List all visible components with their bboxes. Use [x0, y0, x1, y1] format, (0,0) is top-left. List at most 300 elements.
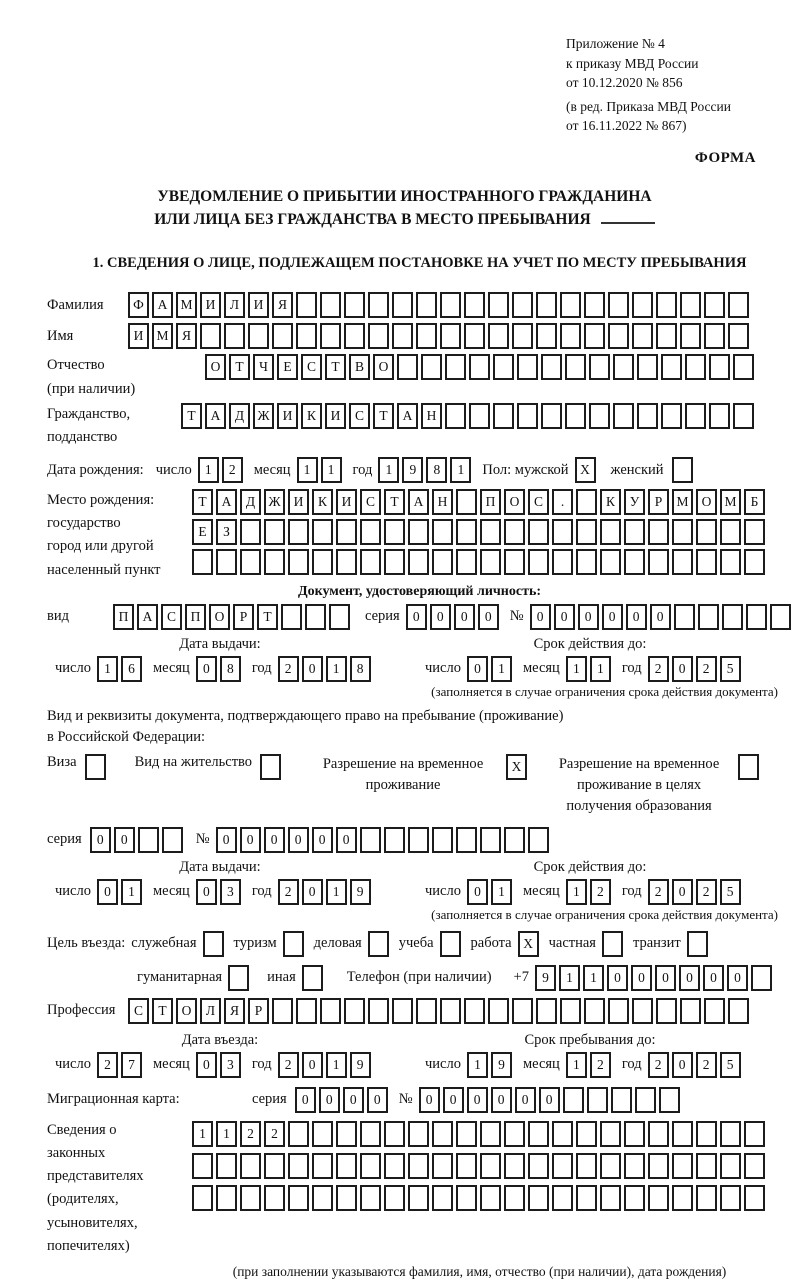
- char-cell[interactable]: П: [113, 604, 134, 630]
- char-cell[interactable]: [360, 827, 381, 853]
- char-cell[interactable]: Я: [224, 998, 245, 1024]
- char-cell[interactable]: [320, 323, 341, 349]
- char-cell[interactable]: [320, 998, 341, 1024]
- inaya-checkbox[interactable]: [302, 965, 323, 991]
- char-cell[interactable]: [432, 1185, 453, 1211]
- char-cell[interactable]: [632, 323, 653, 349]
- char-cell[interactable]: 0: [655, 965, 676, 991]
- char-cell[interactable]: 2: [696, 879, 717, 905]
- char-cell[interactable]: [637, 403, 658, 429]
- char-cell[interactable]: 0: [530, 604, 551, 630]
- char-cell[interactable]: [648, 1121, 669, 1147]
- char-cell[interactable]: Р: [648, 489, 669, 515]
- char-cell[interactable]: [613, 403, 634, 429]
- char-cell[interactable]: [432, 1121, 453, 1147]
- char-cell[interactable]: 0: [302, 1052, 323, 1078]
- char-cell[interactable]: [456, 827, 477, 853]
- char-cell[interactable]: [517, 354, 538, 380]
- char-cell[interactable]: 1: [450, 457, 471, 483]
- char-cell[interactable]: [584, 998, 605, 1024]
- char-cell[interactable]: [656, 323, 677, 349]
- char-cell[interactable]: 2: [648, 1052, 669, 1078]
- char-cell[interactable]: [613, 354, 634, 380]
- char-cell[interactable]: [336, 519, 357, 545]
- char-cell[interactable]: 0: [302, 879, 323, 905]
- char-cell[interactable]: О: [205, 354, 226, 380]
- char-cell[interactable]: [512, 323, 533, 349]
- char-cell[interactable]: 8: [426, 457, 447, 483]
- char-cell[interactable]: 1: [566, 1052, 587, 1078]
- visa-checkbox[interactable]: [85, 754, 106, 780]
- char-cell[interactable]: [296, 998, 317, 1024]
- char-cell[interactable]: [528, 549, 549, 575]
- char-cell[interactable]: [680, 292, 701, 318]
- char-cell[interactable]: 9: [402, 457, 423, 483]
- char-cell[interactable]: [624, 1153, 645, 1179]
- char-cell[interactable]: [469, 354, 490, 380]
- char-cell[interactable]: [336, 549, 357, 575]
- char-cell[interactable]: И: [336, 489, 357, 515]
- char-cell[interactable]: [296, 323, 317, 349]
- char-cell[interactable]: [272, 998, 293, 1024]
- char-cell[interactable]: Е: [277, 354, 298, 380]
- char-cell[interactable]: [576, 1153, 597, 1179]
- char-cell[interactable]: Т: [325, 354, 346, 380]
- char-cell[interactable]: [384, 519, 405, 545]
- char-cell[interactable]: 0: [672, 879, 693, 905]
- char-cell[interactable]: Н: [432, 489, 453, 515]
- char-cell[interactable]: Т: [257, 604, 278, 630]
- char-cell[interactable]: [488, 998, 509, 1024]
- male-checkbox[interactable]: X: [575, 457, 596, 483]
- char-cell[interactable]: [493, 354, 514, 380]
- char-cell[interactable]: В: [349, 354, 370, 380]
- char-cell[interactable]: Д: [240, 489, 261, 515]
- char-cell[interactable]: Р: [233, 604, 254, 630]
- char-cell[interactable]: 1: [566, 656, 587, 682]
- char-cell[interactable]: [528, 519, 549, 545]
- char-cell[interactable]: [469, 403, 490, 429]
- char-cell[interactable]: [584, 323, 605, 349]
- char-cell[interactable]: [733, 354, 754, 380]
- char-cell[interactable]: 2: [590, 1052, 611, 1078]
- char-cell[interactable]: [248, 323, 269, 349]
- char-cell[interactable]: О: [696, 489, 717, 515]
- char-cell[interactable]: [368, 998, 389, 1024]
- char-cell[interactable]: [432, 549, 453, 575]
- char-cell[interactable]: [552, 1185, 573, 1211]
- char-cell[interactable]: [696, 1153, 717, 1179]
- char-cell[interactable]: [512, 292, 533, 318]
- char-cell[interactable]: 0: [288, 827, 309, 853]
- char-cell[interactable]: [138, 827, 159, 853]
- char-cell[interactable]: 0: [302, 656, 323, 682]
- char-cell[interactable]: [720, 1121, 741, 1147]
- char-cell[interactable]: [685, 403, 706, 429]
- char-cell[interactable]: [608, 323, 629, 349]
- char-cell[interactable]: [709, 354, 730, 380]
- char-cell[interactable]: [312, 519, 333, 545]
- char-cell[interactable]: Ф: [128, 292, 149, 318]
- char-cell[interactable]: С: [128, 998, 149, 1024]
- char-cell[interactable]: [240, 1185, 261, 1211]
- char-cell[interactable]: 8: [220, 656, 241, 682]
- char-cell[interactable]: 1: [559, 965, 580, 991]
- char-cell[interactable]: [589, 403, 610, 429]
- char-cell[interactable]: Б: [744, 489, 765, 515]
- char-cell[interactable]: 0: [443, 1087, 464, 1113]
- char-cell[interactable]: [392, 323, 413, 349]
- char-cell[interactable]: [392, 292, 413, 318]
- char-cell[interactable]: [632, 998, 653, 1024]
- char-cell[interactable]: 2: [648, 656, 669, 682]
- char-cell[interactable]: И: [277, 403, 298, 429]
- char-cell[interactable]: [584, 292, 605, 318]
- char-cell[interactable]: [344, 998, 365, 1024]
- char-cell[interactable]: Ж: [264, 489, 285, 515]
- tranzit-checkbox[interactable]: [687, 931, 708, 957]
- char-cell[interactable]: [512, 998, 533, 1024]
- char-cell[interactable]: [192, 1185, 213, 1211]
- char-cell[interactable]: [456, 489, 477, 515]
- char-cell[interactable]: Р: [248, 998, 269, 1024]
- char-cell[interactable]: [744, 1121, 765, 1147]
- char-cell[interactable]: [392, 998, 413, 1024]
- char-cell[interactable]: А: [408, 489, 429, 515]
- char-cell[interactable]: 2: [97, 1052, 118, 1078]
- char-cell[interactable]: 0: [90, 827, 111, 853]
- char-cell[interactable]: [728, 998, 749, 1024]
- char-cell[interactable]: [421, 354, 442, 380]
- char-cell[interactable]: 0: [295, 1087, 316, 1113]
- ucheba-checkbox[interactable]: [440, 931, 461, 957]
- char-cell[interactable]: М: [152, 323, 173, 349]
- char-cell[interactable]: Л: [200, 998, 221, 1024]
- char-cell[interactable]: [576, 549, 597, 575]
- char-cell[interactable]: [504, 1185, 525, 1211]
- char-cell[interactable]: [360, 1121, 381, 1147]
- char-cell[interactable]: Ч: [253, 354, 274, 380]
- char-cell[interactable]: [576, 1121, 597, 1147]
- char-cell[interactable]: [493, 403, 514, 429]
- char-cell[interactable]: 0: [467, 1087, 488, 1113]
- char-cell[interactable]: И: [288, 489, 309, 515]
- char-cell[interactable]: [360, 1185, 381, 1211]
- char-cell[interactable]: [360, 519, 381, 545]
- char-cell[interactable]: 0: [196, 1052, 217, 1078]
- char-cell[interactable]: [296, 292, 317, 318]
- char-cell[interactable]: [408, 1185, 429, 1211]
- char-cell[interactable]: 1: [326, 1052, 347, 1078]
- char-cell[interactable]: 5: [720, 879, 741, 905]
- char-cell[interactable]: К: [600, 489, 621, 515]
- char-cell[interactable]: [240, 549, 261, 575]
- char-cell[interactable]: [480, 1121, 501, 1147]
- char-cell[interactable]: [384, 1153, 405, 1179]
- char-cell[interactable]: [696, 549, 717, 575]
- char-cell[interactable]: [288, 1121, 309, 1147]
- char-cell[interactable]: [600, 519, 621, 545]
- char-cell[interactable]: 0: [478, 604, 499, 630]
- char-cell[interactable]: С: [301, 354, 322, 380]
- char-cell[interactable]: [162, 827, 183, 853]
- char-cell[interactable]: [312, 1185, 333, 1211]
- female-checkbox[interactable]: [672, 457, 693, 483]
- char-cell[interactable]: 0: [626, 604, 647, 630]
- char-cell[interactable]: Т: [384, 489, 405, 515]
- char-cell[interactable]: [432, 519, 453, 545]
- char-cell[interactable]: [552, 519, 573, 545]
- char-cell[interactable]: [672, 1121, 693, 1147]
- char-cell[interactable]: 9: [491, 1052, 512, 1078]
- char-cell[interactable]: 1: [97, 656, 118, 682]
- char-cell[interactable]: 0: [319, 1087, 340, 1113]
- char-cell[interactable]: [336, 1153, 357, 1179]
- char-cell[interactable]: [674, 604, 695, 630]
- char-cell[interactable]: 2: [696, 656, 717, 682]
- char-cell[interactable]: [624, 1185, 645, 1211]
- char-cell[interactable]: 0: [240, 827, 261, 853]
- char-cell[interactable]: 1: [198, 457, 219, 483]
- char-cell[interactable]: А: [137, 604, 158, 630]
- char-cell[interactable]: 2: [264, 1121, 285, 1147]
- char-cell[interactable]: З: [216, 519, 237, 545]
- char-cell[interactable]: 0: [631, 965, 652, 991]
- char-cell[interactable]: [336, 1121, 357, 1147]
- char-cell[interactable]: 0: [554, 604, 575, 630]
- char-cell[interactable]: [272, 323, 293, 349]
- char-cell[interactable]: 9: [535, 965, 556, 991]
- char-cell[interactable]: [445, 403, 466, 429]
- char-cell[interactable]: 1: [590, 656, 611, 682]
- char-cell[interactable]: [432, 827, 453, 853]
- char-cell[interactable]: 0: [672, 656, 693, 682]
- char-cell[interactable]: [240, 519, 261, 545]
- char-cell[interactable]: [384, 549, 405, 575]
- char-cell[interactable]: М: [720, 489, 741, 515]
- char-cell[interactable]: [696, 519, 717, 545]
- char-cell[interactable]: Т: [181, 403, 202, 429]
- char-cell[interactable]: [200, 323, 221, 349]
- char-cell[interactable]: [360, 549, 381, 575]
- char-cell[interactable]: [456, 1185, 477, 1211]
- char-cell[interactable]: [360, 1153, 381, 1179]
- char-cell[interactable]: У: [624, 489, 645, 515]
- char-cell[interactable]: 0: [367, 1087, 388, 1113]
- char-cell[interactable]: [770, 604, 791, 630]
- char-cell[interactable]: [624, 549, 645, 575]
- char-cell[interactable]: [464, 323, 485, 349]
- char-cell[interactable]: [408, 1121, 429, 1147]
- char-cell[interactable]: [541, 354, 562, 380]
- char-cell[interactable]: [672, 1153, 693, 1179]
- char-cell[interactable]: [624, 519, 645, 545]
- char-cell[interactable]: [744, 1185, 765, 1211]
- char-cell[interactable]: А: [152, 292, 173, 318]
- char-cell[interactable]: 1: [583, 965, 604, 991]
- char-cell[interactable]: К: [312, 489, 333, 515]
- char-cell[interactable]: [344, 292, 365, 318]
- char-cell[interactable]: [698, 604, 719, 630]
- char-cell[interactable]: [464, 998, 485, 1024]
- char-cell[interactable]: [728, 292, 749, 318]
- char-cell[interactable]: [720, 1185, 741, 1211]
- sluzhebnaya-checkbox[interactable]: [203, 931, 224, 957]
- char-cell[interactable]: [632, 292, 653, 318]
- char-cell[interactable]: 0: [196, 879, 217, 905]
- char-cell[interactable]: [637, 354, 658, 380]
- char-cell[interactable]: [720, 549, 741, 575]
- char-cell[interactable]: 0: [607, 965, 628, 991]
- char-cell[interactable]: [587, 1087, 608, 1113]
- chastnaya-checkbox[interactable]: [602, 931, 623, 957]
- char-cell[interactable]: 6: [121, 656, 142, 682]
- char-cell[interactable]: И: [128, 323, 149, 349]
- char-cell[interactable]: 1: [321, 457, 342, 483]
- char-cell[interactable]: 0: [539, 1087, 560, 1113]
- char-cell[interactable]: 3: [220, 1052, 241, 1078]
- char-cell[interactable]: [536, 323, 557, 349]
- char-cell[interactable]: 5: [720, 656, 741, 682]
- char-cell[interactable]: [733, 403, 754, 429]
- char-cell[interactable]: Д: [229, 403, 250, 429]
- char-cell[interactable]: .: [552, 489, 573, 515]
- char-cell[interactable]: [744, 519, 765, 545]
- char-cell[interactable]: [648, 519, 669, 545]
- char-cell[interactable]: [751, 965, 772, 991]
- char-cell[interactable]: 9: [350, 1052, 371, 1078]
- char-cell[interactable]: А: [205, 403, 226, 429]
- char-cell[interactable]: 0: [216, 827, 237, 853]
- char-cell[interactable]: Т: [229, 354, 250, 380]
- char-cell[interactable]: [648, 1153, 669, 1179]
- char-cell[interactable]: [528, 1121, 549, 1147]
- char-cell[interactable]: Е: [192, 519, 213, 545]
- char-cell[interactable]: [746, 604, 767, 630]
- char-cell[interactable]: П: [185, 604, 206, 630]
- char-cell[interactable]: 1: [297, 457, 318, 483]
- char-cell[interactable]: [336, 1185, 357, 1211]
- char-cell[interactable]: [704, 323, 725, 349]
- char-cell[interactable]: 0: [430, 604, 451, 630]
- char-cell[interactable]: 0: [727, 965, 748, 991]
- char-cell[interactable]: [456, 519, 477, 545]
- char-cell[interactable]: [456, 549, 477, 575]
- char-cell[interactable]: [480, 827, 501, 853]
- char-cell[interactable]: 0: [515, 1087, 536, 1113]
- char-cell[interactable]: 2: [278, 656, 299, 682]
- char-cell[interactable]: Ж: [253, 403, 274, 429]
- char-cell[interactable]: 0: [97, 879, 118, 905]
- char-cell[interactable]: [661, 403, 682, 429]
- char-cell[interactable]: [192, 549, 213, 575]
- char-cell[interactable]: [661, 354, 682, 380]
- char-cell[interactable]: 0: [312, 827, 333, 853]
- char-cell[interactable]: [696, 1121, 717, 1147]
- char-cell[interactable]: [344, 323, 365, 349]
- char-cell[interactable]: [456, 1121, 477, 1147]
- char-cell[interactable]: 2: [696, 1052, 717, 1078]
- char-cell[interactable]: [312, 1153, 333, 1179]
- char-cell[interactable]: [635, 1087, 656, 1113]
- char-cell[interactable]: [504, 1121, 525, 1147]
- char-cell[interactable]: [216, 1153, 237, 1179]
- char-cell[interactable]: 0: [578, 604, 599, 630]
- char-cell[interactable]: 2: [278, 1052, 299, 1078]
- char-cell[interactable]: [224, 323, 245, 349]
- char-cell[interactable]: [216, 549, 237, 575]
- char-cell[interactable]: [608, 292, 629, 318]
- char-cell[interactable]: С: [349, 403, 370, 429]
- char-cell[interactable]: Т: [152, 998, 173, 1024]
- char-cell[interactable]: [288, 1153, 309, 1179]
- char-cell[interactable]: 0: [264, 827, 285, 853]
- rabota-checkbox[interactable]: X: [518, 931, 539, 957]
- char-cell[interactable]: 0: [602, 604, 623, 630]
- char-cell[interactable]: [696, 1185, 717, 1211]
- char-cell[interactable]: [416, 998, 437, 1024]
- char-cell[interactable]: О: [176, 998, 197, 1024]
- char-cell[interactable]: 0: [467, 879, 488, 905]
- rvp-education-checkbox[interactable]: [738, 754, 759, 780]
- char-cell[interactable]: 0: [679, 965, 700, 991]
- char-cell[interactable]: Л: [224, 292, 245, 318]
- char-cell[interactable]: [685, 354, 706, 380]
- char-cell[interactable]: 0: [336, 827, 357, 853]
- char-cell[interactable]: 0: [454, 604, 475, 630]
- char-cell[interactable]: [589, 354, 610, 380]
- char-cell[interactable]: [648, 1185, 669, 1211]
- char-cell[interactable]: [600, 549, 621, 575]
- char-cell[interactable]: [440, 323, 461, 349]
- char-cell[interactable]: [440, 998, 461, 1024]
- char-cell[interactable]: [528, 1185, 549, 1211]
- char-cell[interactable]: [312, 549, 333, 575]
- rvp-checkbox[interactable]: X: [506, 754, 527, 780]
- char-cell[interactable]: [504, 1153, 525, 1179]
- char-cell[interactable]: [528, 827, 549, 853]
- char-cell[interactable]: И: [200, 292, 221, 318]
- char-cell[interactable]: 0: [672, 1052, 693, 1078]
- char-cell[interactable]: [608, 998, 629, 1024]
- char-cell[interactable]: [552, 1121, 573, 1147]
- char-cell[interactable]: 1: [491, 879, 512, 905]
- char-cell[interactable]: [576, 489, 597, 515]
- char-cell[interactable]: [264, 519, 285, 545]
- char-cell[interactable]: [445, 354, 466, 380]
- char-cell[interactable]: [480, 1185, 501, 1211]
- char-cell[interactable]: [288, 519, 309, 545]
- char-cell[interactable]: 8: [350, 656, 371, 682]
- char-cell[interactable]: Т: [373, 403, 394, 429]
- char-cell[interactable]: [416, 323, 437, 349]
- char-cell[interactable]: 2: [222, 457, 243, 483]
- char-cell[interactable]: [504, 519, 525, 545]
- char-cell[interactable]: [384, 1121, 405, 1147]
- char-cell[interactable]: [709, 403, 730, 429]
- turizm-checkbox[interactable]: [283, 931, 304, 957]
- char-cell[interactable]: [408, 519, 429, 545]
- char-cell[interactable]: [320, 292, 341, 318]
- char-cell[interactable]: 1: [326, 879, 347, 905]
- char-cell[interactable]: [312, 1121, 333, 1147]
- char-cell[interactable]: [541, 403, 562, 429]
- char-cell[interactable]: [648, 549, 669, 575]
- char-cell[interactable]: [600, 1185, 621, 1211]
- char-cell[interactable]: 2: [648, 879, 669, 905]
- vid-na-zhitelstvo-checkbox[interactable]: [260, 754, 281, 780]
- char-cell[interactable]: 7: [121, 1052, 142, 1078]
